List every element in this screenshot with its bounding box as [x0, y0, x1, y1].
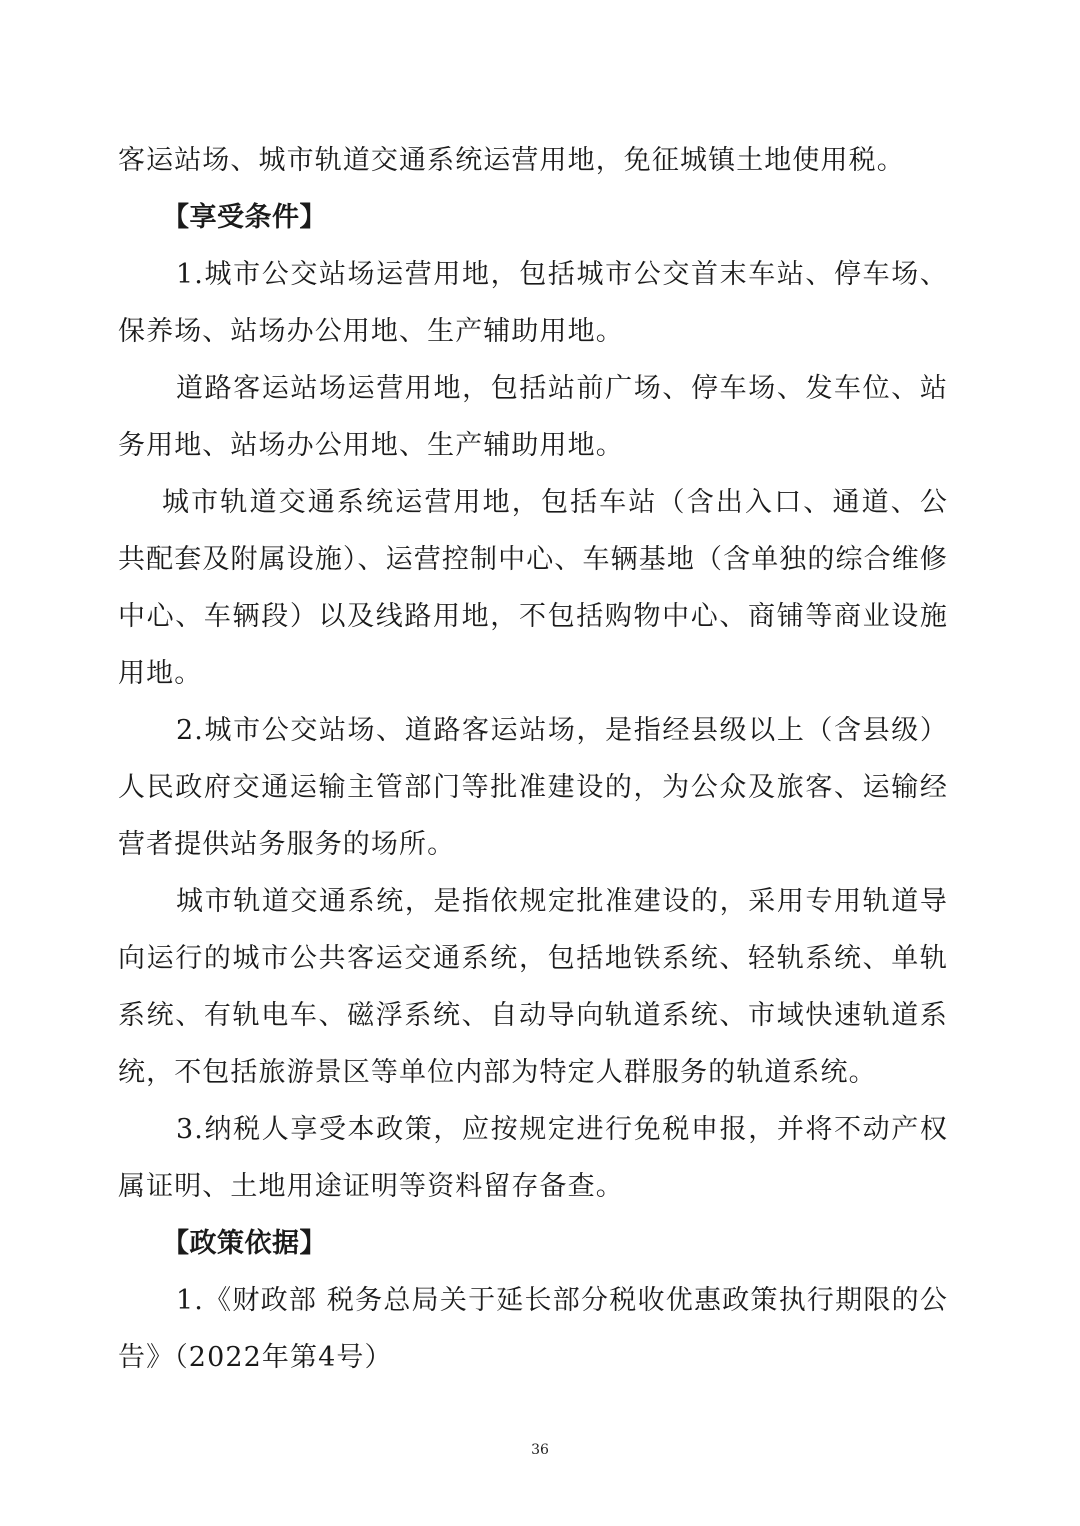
paragraph-intro: 客运站场、城市轨道交通系统运营用地，免征城镇土地使用税。: [118, 145, 905, 176]
paragraph-road-passenger: 道路客运站场运营用地，包括站前广场、停车场、发车位、站务用地、站场办公用地、生产辅助用地。: [118, 373, 948, 461]
heading-conditions: 【享受条件】: [162, 202, 327, 233]
paragraph-rail-transit-land: 城市轨道交通系统运营用地，包括车站（含出入口、通道、公共配套及附属设施）、运营控制中心、车辆基地（含单独的综合维修中心、车辆段）以及线路用地，不包括购物中心、商铺等商业设施用地。: [118, 487, 948, 689]
paragraph-condition-1: 1.城市公交站场运营用地，包括城市公交首末车站、停车场、保养场、站场办公用地、生产辅助用地。: [118, 259, 948, 347]
page-number: 36: [531, 1442, 549, 1458]
paragraph-rail-transit-definition: 城市轨道交通系统，是指依规定批准建设的，采用专用轨道导向运行的城市公共客运交通系统，包括地铁系统、轻轨系统、单轨系统、有轨电车、磁浮系统、自动导向轨道系统、市域快速轨道系统，不包括旅游景区等单位内部为特定人群服务的轨道系统。: [118, 886, 948, 1088]
paragraph-policy-1: 1.《财政部 税务总局关于延长部分税收优惠政策执行期限的公告》（2022年第4号）: [118, 1285, 948, 1373]
document-page: [118, 132, 948, 1386]
heading-policy-basis: 【政策依据】: [162, 1228, 327, 1259]
paragraph-condition-3: 3.纳税人享受本政策，应按规定进行免税申报，并将不动产权属证明、土地用途证明等资料留存备查。: [118, 1114, 948, 1202]
paragraph-condition-2: 2.城市公交站场、道路客运站场，是指经县级以上（含县级）人民政府交通运输主管部门等批准建设的，为公众及旅客、运输经营者提供站务服务的场所。: [118, 715, 948, 860]
